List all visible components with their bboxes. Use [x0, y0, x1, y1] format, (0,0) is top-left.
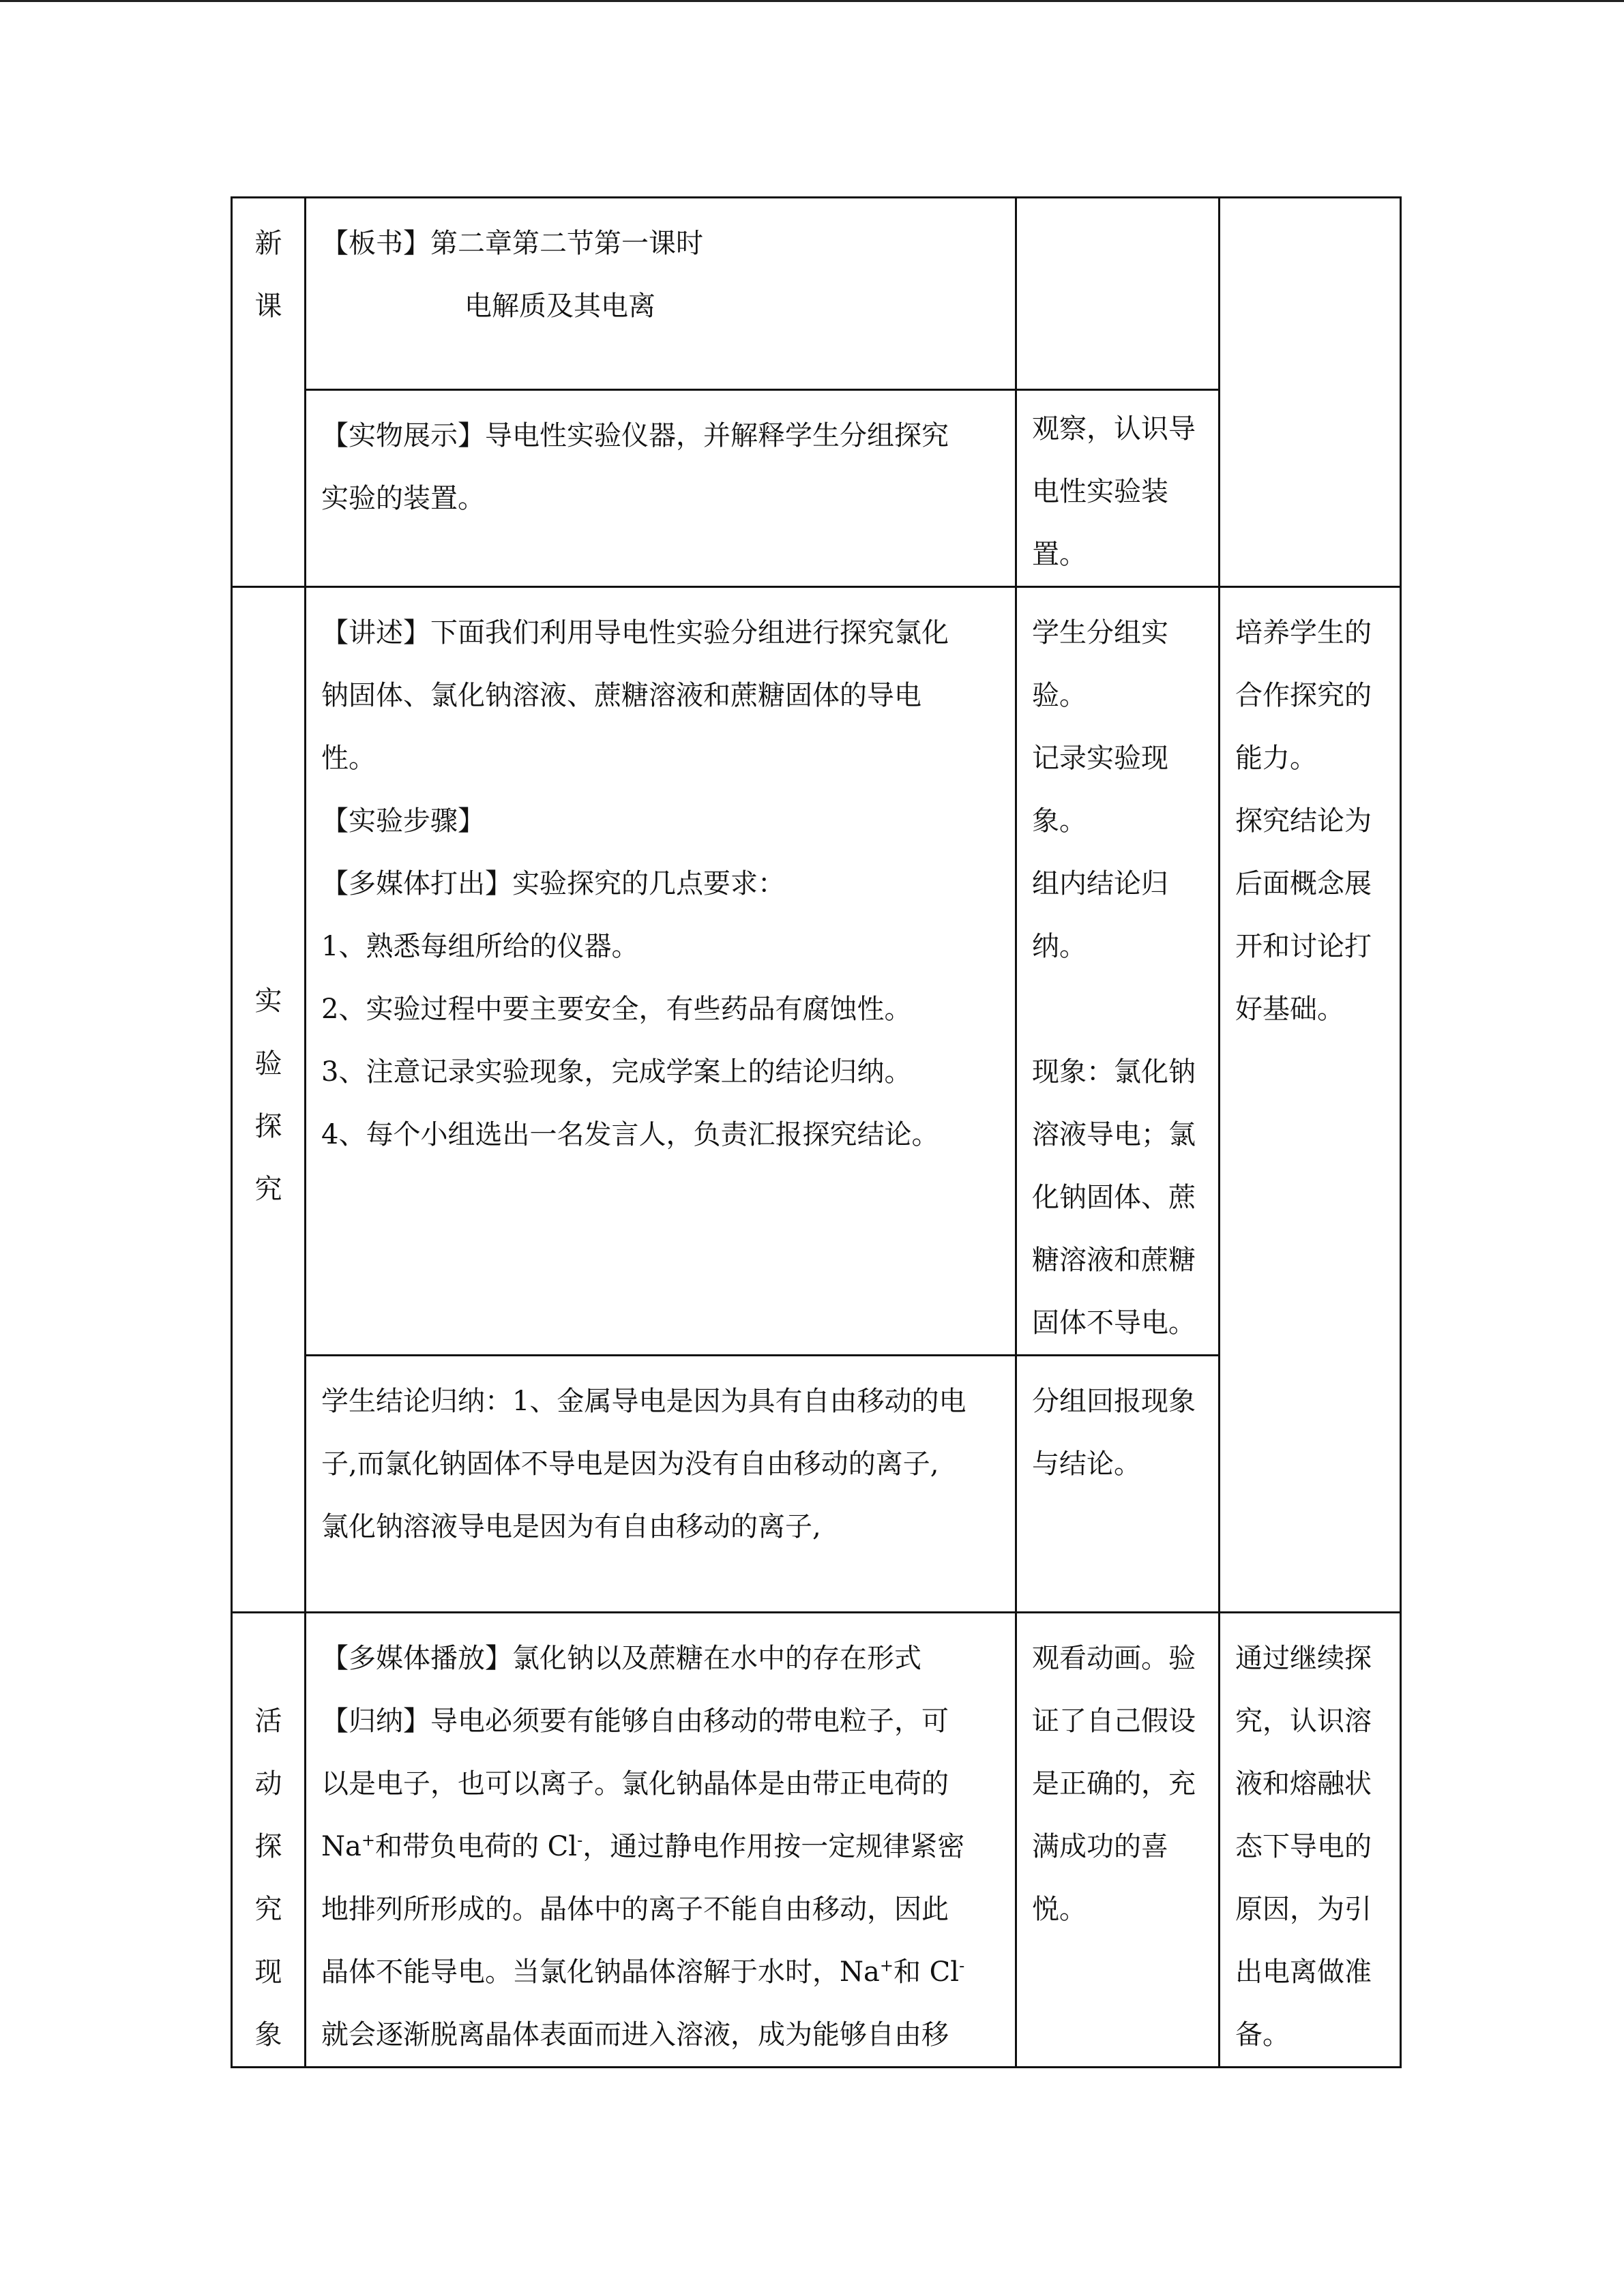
text-line: 学生结论归纳：1、金属导电是因为具有自由移动的电: [321, 1386, 966, 1417]
stage-char: 象: [254, 2019, 282, 2051]
text-line: 分组回报现象: [1032, 1386, 1196, 1417]
stage-char: 新: [254, 228, 282, 259]
text-line: 置。: [1032, 539, 1087, 570]
stage-char: 实: [254, 985, 282, 1017]
stage-char: 活: [254, 1705, 282, 1737]
design-intent-cell: [1220, 1613, 1401, 2068]
text-line: 纳。: [1032, 931, 1087, 962]
text-line: 氯化钠溶液导电是因为有自由移动的离子,: [321, 1511, 821, 1542]
text-segment: 晶体不能导电。当氯化钠晶体溶解于水时，Na: [321, 1956, 880, 1988]
text-line: 培养学生的: [1235, 617, 1372, 648]
table-row: [232, 587, 1401, 1356]
text-line: 与结论。: [1032, 1448, 1141, 1480]
text-line: 子,而氯化钠固体不导电是因为没有自由移动的离子,: [321, 1448, 939, 1480]
text-line: 1、熟悉每组所给的仪器。: [321, 931, 639, 962]
text-line: 实验的装置。: [321, 483, 485, 514]
student-activity-cell: [1016, 1356, 1220, 1613]
stage-char: 动: [254, 1768, 282, 1800]
table-row: [232, 1613, 1401, 2068]
text-line: 开和讨论打: [1235, 931, 1372, 962]
text-line: 钠固体、氯化钠溶液、蔗糖溶液和蔗糖固体的导电: [321, 680, 921, 711]
text-line: 【实物展示】导电性实验仪器，并解释学生分组探究: [321, 420, 949, 451]
text-line: 态下导电的: [1235, 1831, 1372, 1862]
text-line: 溶液导电；氯: [1032, 1119, 1196, 1150]
text-line: 象。: [1032, 805, 1087, 837]
teacher-activity-cell: [306, 587, 1016, 1356]
text-segment: 和带负电荷的 Cl: [374, 1831, 578, 1862]
text-line: 就会逐渐脱离晶体表面而进入溶液，成为能够自由移: [321, 2019, 949, 2051]
blackboard-heading: 【板书】第二章第二节第一课时: [321, 228, 703, 259]
text-line: 现象：氯化钠: [1032, 1056, 1196, 1088]
stage-char: 现: [254, 1956, 282, 1988]
text-line: 【归纳】导电必须要有能够自由移动的带电粒子，可: [321, 1705, 949, 1737]
stage-char: 探: [254, 1831, 282, 1862]
text-segment: ，通过静电作用按一定规律紧密: [582, 1831, 965, 1862]
text-line: 【多媒体打出】实验探究的几点要求：: [321, 868, 785, 899]
text-line: 3、注意记录实验现象，完成学案上的结论归纳。: [321, 1056, 912, 1088]
text-line: 电性实验装: [1032, 476, 1168, 507]
text-line: 是正确的，充: [1032, 1768, 1196, 1800]
design-intent-cell: [1220, 198, 1401, 587]
superscript: +: [879, 1956, 894, 1976]
text-line: 4、每个小组选出一名发言人，负责汇报探究结论。: [321, 1119, 939, 1150]
text-line: 组内结论归: [1032, 868, 1168, 899]
teacher-activity-cell: [306, 390, 1016, 587]
text-line: 地排列所形成的。晶体中的离子不能自由移动，因此: [321, 1894, 949, 1925]
text-line: 探究结论为: [1235, 805, 1372, 837]
stage-cell-new-lesson: [232, 198, 306, 587]
text-line: [321, 1815, 1000, 1878]
text-line: 【实验步骤】: [321, 805, 485, 837]
text-line: 记录实验现: [1032, 743, 1168, 774]
superscript: +: [361, 1830, 375, 1850]
text-line: 通过继续探: [1235, 1643, 1372, 1674]
stage-char: 究: [254, 1174, 282, 1205]
stage-cell-activity: [232, 1613, 306, 2068]
text-line: 以是电子，也可以离子。氯化钠晶体是由带正电荷的: [321, 1768, 949, 1800]
text-line: 观看动画。验: [1032, 1643, 1196, 1674]
text-segment: 和 Cl: [893, 1956, 960, 1988]
text-line: 2、实验过程中要主要安全，有些药品有腐蚀性。: [321, 994, 912, 1025]
teacher-activity-cell: [306, 198, 1016, 390]
text-line: 性。: [321, 743, 376, 774]
lesson-title: 电解质及其电离: [464, 290, 655, 322]
stage-cell-experiment: [232, 587, 306, 1613]
student-activity-cell: [1016, 1613, 1220, 2068]
text-line: 液和熔融状: [1235, 1768, 1372, 1800]
text-line: 出电离做准: [1235, 1956, 1372, 1988]
design-intent-cell: [1220, 587, 1401, 1613]
text-line: 糖溶液和蔗糖: [1032, 1244, 1196, 1276]
text-line: 原因，为引: [1235, 1894, 1372, 1925]
stage-char: 课: [254, 290, 282, 322]
text-line: 备。: [1235, 2019, 1290, 2051]
text-line: 合作探究的: [1235, 680, 1372, 711]
teacher-activity-cell: [306, 1356, 1016, 1613]
student-activity-cell: [1016, 587, 1220, 1356]
stage-char: 探: [254, 1111, 282, 1142]
sodium-symbol: Na: [321, 1831, 361, 1862]
text-line: 【讲述】下面我们利用导电性实验分组进行探究氯化: [321, 617, 949, 648]
text-line: 固体不导电。: [1032, 1307, 1196, 1339]
text-line: 学生分组实: [1032, 617, 1168, 648]
text-line: 化钠固体、蔗: [1032, 1182, 1196, 1213]
text-line: 后面概念展: [1235, 868, 1372, 899]
text-line: 满成功的喜: [1032, 1831, 1168, 1862]
text-line: 【多媒体播放】氯化钠以及蔗糖在水中的存在形式: [321, 1643, 921, 1674]
superscript: -: [577, 1830, 583, 1850]
text-line: 究，认识溶: [1235, 1705, 1372, 1737]
stage-char: 验: [254, 1048, 282, 1079]
text-line: 能力。: [1235, 743, 1317, 774]
text-line: 悦。: [1032, 1894, 1087, 1925]
text-line: 好基础。: [1235, 994, 1344, 1025]
stage-char: 究: [254, 1894, 282, 1925]
text-line: 观察，认识导: [1032, 413, 1196, 445]
text-line: [1032, 978, 1203, 1041]
text-line: [321, 1941, 1000, 2003]
teacher-activity-cell: [306, 1613, 1016, 2068]
lesson-plan-table: [231, 196, 1402, 2068]
text-line: 验。: [1032, 680, 1087, 711]
student-activity-cell: [1016, 390, 1220, 587]
table-row: [232, 198, 1401, 390]
student-activity-cell: [1016, 198, 1220, 390]
superscript: -: [959, 1956, 965, 1976]
text-line: 证了自己假设: [1032, 1705, 1196, 1737]
page-top-border: [0, 0, 1624, 2]
